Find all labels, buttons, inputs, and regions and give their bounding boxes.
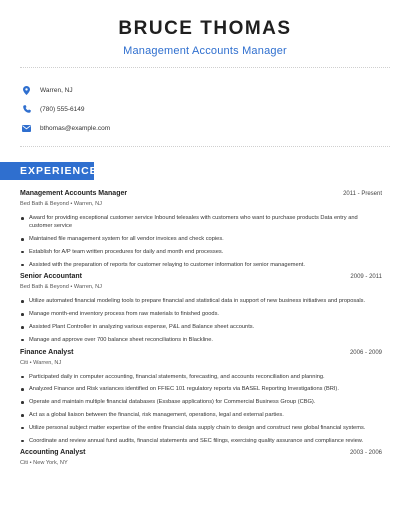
- job-company: Citi: [20, 460, 29, 467]
- contact-location: [20, 84, 390, 96]
- job-bullet: Award for providing exceptional customer service Inbound telesales with customers who want to purchase products Data entry and customer service: [20, 214, 382, 231]
- job-location: Warren, NJ: [73, 201, 102, 207]
- contact-email-text: bthomas@example.com: [40, 124, 111, 132]
- job-dates: 2003 - 2006: [349, 450, 382, 457]
- job-company-line: [20, 360, 382, 369]
- job-title: Senior Accountant: [20, 273, 82, 281]
- job-bullet: Operate and maintain multiple financial databases (Essbase applications) for Commercial Business Group (CBG).: [20, 398, 382, 406]
- job-title: Management Accounts Manager: [20, 190, 128, 197]
- job-company-line: [20, 460, 382, 469]
- job-company: Bed Bath & Beyond: [20, 201, 69, 207]
- job-company: Bed Bath & Beyond: [20, 284, 69, 291]
- job-company-line: [20, 284, 382, 293]
- job-company-line: [20, 201, 382, 210]
- candidate-title: Management Accounts Manager: [123, 45, 287, 57]
- contact-list: [20, 84, 390, 141]
- phone-icon: [22, 105, 31, 114]
- job-bullet: Participated daily in computer accounting, financial statements, forecasting, and accounts reconciliation and planning.: [20, 373, 382, 381]
- job-bullet: Assisted with the preparation of reports for customer relaying to customer information for senior management.: [20, 261, 382, 269]
- contact-phone: [20, 103, 390, 115]
- job-company: Citi: [20, 359, 29, 366]
- job-entry: [20, 449, 382, 469]
- job-header: [20, 449, 382, 459]
- job-bullet: Utilize automated financial modeling tools to prepare financial and statistical data in support of new business initiatives and proposals.: [20, 297, 382, 305]
- job-entry: [20, 190, 382, 269]
- job-bullet-list: [20, 297, 382, 344]
- contact-location-text: Warren, NJ: [40, 86, 73, 94]
- job-bullet: Assisted Plant Controller in analyzing various expense, P&L and Balance sheet accounts.: [20, 323, 382, 331]
- map-pin-icon: [22, 86, 31, 95]
- job-bullet: Maintained file management system for all vendor invoices and check copies.: [20, 235, 382, 243]
- job-bullet: Act as a global liaison between the financial, risk management, operations, legal and external parties.: [20, 411, 382, 419]
- job-bullet-list: [20, 373, 382, 445]
- job-bullet: Establish for A/P team written procedures for daily and month end processes.: [20, 248, 382, 256]
- contact-email: [20, 122, 390, 134]
- contact-divider: [20, 146, 390, 147]
- separator-dot: •: [28, 359, 34, 366]
- job-location: New York, NY: [33, 460, 68, 467]
- job-bullet: Manage and approve over 700 balance sheet reconciliations in Blackline.: [20, 336, 382, 344]
- job-header: [20, 349, 382, 359]
- contact-phone-text: (780) 555-6149: [40, 105, 85, 113]
- job-dates: 2009 - 2011: [350, 274, 382, 281]
- job-bullet: Utilize personal subject matter expertise of the entire financial data supply chain to design and construct new global financial systems.: [20, 424, 382, 432]
- job-bullet: Manage month-end inventory process from raw materials to finished goods.: [20, 310, 382, 318]
- job-location: Warren, NJ: [73, 284, 102, 291]
- job-header: [20, 273, 382, 283]
- job-location: Warren, NJ: [33, 359, 62, 366]
- job-title: Accounting Analyst: [20, 449, 86, 457]
- job-bullet-list: [20, 214, 382, 269]
- experience-list: [20, 190, 382, 469]
- candidate-name: BRUCE THOMAS: [118, 18, 292, 39]
- job-title: Finance Analyst: [20, 348, 74, 356]
- job-dates: 2011 - Present: [343, 191, 382, 197]
- job-bullet: Coordinate and review annual fund audits, financial statements and SEC filings, exercising quality assurance and compliance review.: [20, 437, 382, 445]
- separator-dot: •: [68, 201, 74, 207]
- job-header: [20, 190, 382, 200]
- envelope-icon: [22, 124, 31, 133]
- separator-dot: •: [28, 460, 34, 467]
- job-entry: [20, 273, 382, 344]
- separator-dot: •: [68, 284, 74, 291]
- resume-header: [0, 0, 410, 57]
- experience-section-heading: EXPERIENCE: [0, 162, 94, 180]
- job-dates: 2006 - 2009: [349, 349, 382, 356]
- header-divider: [20, 67, 390, 68]
- job-bullet: Analyzed Finance and Risk variances identified on FFIEC 101 regulatory reports via BASEL Reporting Investigations (BRI).: [20, 385, 382, 393]
- job-entry: [20, 349, 382, 445]
